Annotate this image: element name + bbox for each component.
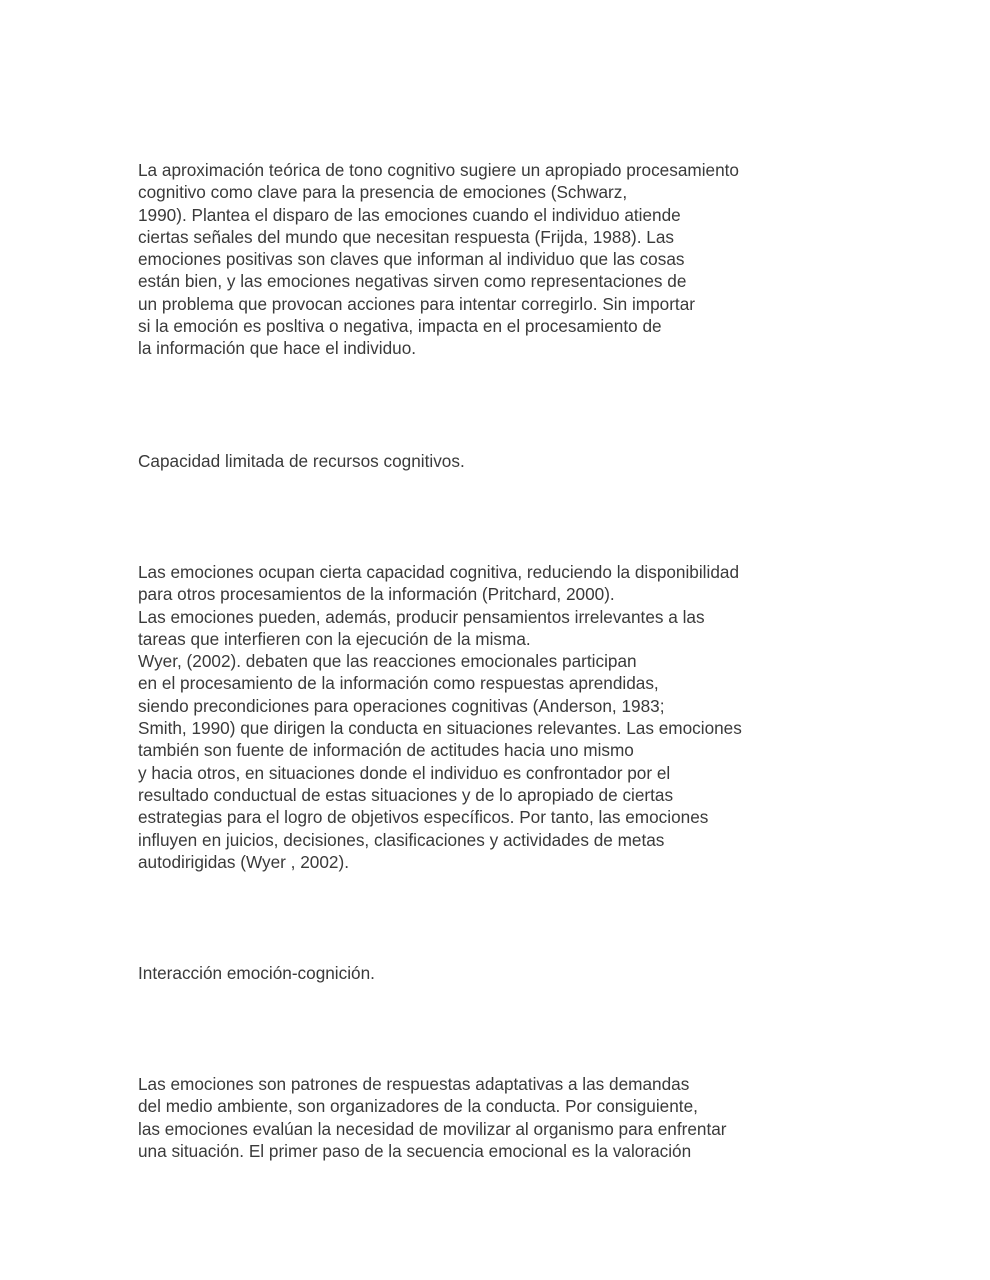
text-line: la información que hace el individuo. — [138, 338, 417, 359]
text-line: están bien, y las emociones negativas sirven como representaciones de — [138, 271, 687, 292]
text-line: Smith, 1990) que dirigen la conducta en situaciones relevantes. Las emociones — [138, 718, 742, 739]
text-line: resultado conductual de estas situaciones y de lo apropiado de ciertas — [138, 784, 674, 805]
text-line: para otros procesamientos de la información (Pritchard, 2000). — [138, 584, 615, 605]
text-line: Las emociones pueden, además, producir pensamientos irrelevantes a las — [138, 606, 705, 627]
text-line: cognitivo como clave para la presencia de emociones (Schwarz, — [138, 182, 628, 203]
text-line: un problema que provocan acciones para intentar corregirlo. Sin importar — [138, 293, 695, 314]
paragraph-capacidad-limitada — [138, 561, 838, 873]
text-line: estrategias para el logro de objetivos específicos. Por tanto, las emociones — [138, 807, 709, 828]
text-line: las emociones evalúan la necesidad de movilizar al organismo para enfrentar — [138, 1118, 727, 1139]
heading-text: Capacidad limitada de recursos cognitivos. — [138, 451, 465, 471]
text-line: una situación. El primer paso de la secuencia emocional es la valoración — [138, 1140, 692, 1161]
text-line: 1990). Plantea el disparo de las emociones cuando el individuo atiende — [138, 204, 681, 225]
text-line: también son fuente de información de actitudes hacia uno mismo — [138, 740, 634, 761]
paragraph-interaccion — [138, 1073, 838, 1162]
text-line: tareas que interfieren con la ejecución de la misma. — [138, 628, 531, 649]
text-line: y hacia otros, en situaciones donde el individuo es confrontador por el — [138, 762, 671, 783]
section-heading-capacidad — [138, 450, 838, 472]
text-line: Wyer, (2002). debaten que las reacciones emocionales participan — [138, 651, 637, 672]
text-line: Las emociones son patrones de respuestas adaptativas a las demandas — [138, 1074, 690, 1094]
text-line: Las emociones ocupan cierta capacidad cognitiva, reduciendo la disponibilidad — [138, 562, 740, 582]
section-heading-interaccion — [138, 962, 838, 984]
text-line: siendo precondiciones para operaciones cognitivas (Anderson, 1983; — [138, 695, 665, 716]
paragraph-tono-cognitivo — [138, 159, 838, 360]
text-line: en el procesamiento de la información como respuestas aprendidas, — [138, 673, 659, 694]
text-line: del medio ambiente, son organizadores de la conducta. Por consiguiente, — [138, 1096, 698, 1117]
text-line: si la emoción es posltiva o negativa, impacta en el procesamiento de — [138, 316, 662, 337]
text-line: emociones positivas son claves que informan al individuo que las cosas — [138, 249, 685, 270]
text-line: autodirigidas (Wyer , 2002). — [138, 851, 349, 872]
text-line: La aproximación teórica de tono cognitivo sugiere un apropiado procesamiento — [138, 160, 739, 180]
text-line: influyen en juicios, decisiones, clasificaciones y actividades de metas — [138, 829, 665, 850]
text-line: ciertas señales del mundo que necesitan respuesta (Frijda, 1988). Las — [138, 226, 674, 247]
heading-text: Interacción emoción-cognición. — [138, 963, 375, 983]
